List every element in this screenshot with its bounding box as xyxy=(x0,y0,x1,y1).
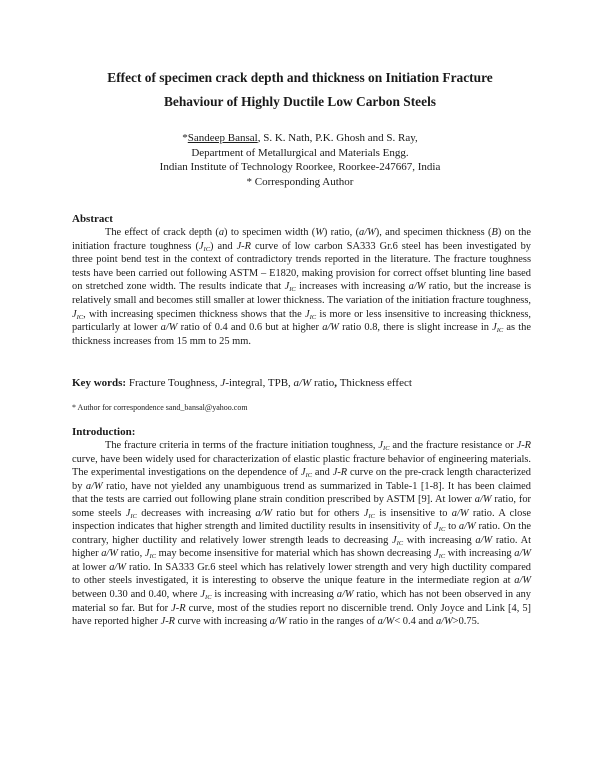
author-department: Department of Metallurgical and Materials Engg. xyxy=(191,146,409,159)
title-line-2: Behaviour of Highly Ductile Low Carbon Steels xyxy=(163,94,437,109)
abstract-heading: Abstract xyxy=(72,213,113,225)
author-block xyxy=(60,131,540,189)
author-institute: Indian Institute of Technology Roorkee, Roorkee-247667, India xyxy=(159,161,441,173)
author-names xyxy=(60,131,540,146)
introduction-heading: Introduction: xyxy=(72,426,136,438)
corresponding-star: * xyxy=(182,132,188,144)
corresponding-author-note: * Corresponding Author xyxy=(246,175,354,188)
paper-title xyxy=(60,66,540,114)
corresponding-author-name: Sandeep Bansal xyxy=(187,132,258,144)
title-line-1: Effect of specimen crack depth and thickness on Initiation Fracture xyxy=(107,70,493,85)
abstract-text: The effect of crack depth (a) to specimen width (W) ratio, (a/W), and specimen thickness (B) on the initiation fracture toughness $(J_{IC})$ and J-R curve of low carbon SA333 Gr.6 steel has been investigated by three point bend test in the context of contradictory trends reported in the literature. The fracture toughness tests have been carried out following ASTM – E1820, making provision for correct offset blunting line based on stretched zone width. The results indicate that $J_{IC}$ increases with increasing a/W ratio, but the increase is relatively small and becomes still smaller at lower thickness. The variation of the initiation fracture toughness, $J_{IC}$, with increasing specimen thickness shows that the $J_{IC}$ is more or less insensitive to increasing thickness, particularly at lower a/W ratio of 0.4 and 0.6 but at higher a/W ratio 0.8, there is slight increase in $J_{IC}$ as the thickness increases from 15 mm to 25 mm. xyxy=(72,227,532,347)
introduction-text: The fracture criteria in terms of the fracture initiation toughness, $J_{IC}$ and the fracture resistance or J-R curve, have been widely used for characterization of elastic plastic fracture behavior of engineering materials. The experimental investigations on the dependence of $J_{IC}$ and J-R curve on the pre-crack length characterized by a/W ratio, have not yielded any unambiguous trend as summarized in Table-1 [1-8]. It has been claimed that the tests are carried out following plane strain condition prescribed by ASTM [9]. At lower a/W ratio, for some steels $J_{IC}$ decreases with increasing a/W ratio but for others $J_{IC}$ is insensitive to a/W ratio. A close inspection indicates that higher strength and limited ductility results in insensitivity of $J_{IC}$ to a/W ratio. On the contrary, higher ductility and relatively lower strength leads to decreasing $J_{IC}$ with increasing a/W ratio. At higher a/W ratio, $J_{IC}$ may become insensitive for material which has shown decreasing $J_{IC}$ with increasing a/W at lower a/W ratio. In SA333 Gr.6 steel which has relatively lower strength and very high ductility compared to other steels investigated, it is interesting to observe the unique feature in the intermediate region at a/W between 0.30 and 0.40, where $J_{IC}$ is increasing with increasing a/W ratio, which has not been observed in any material so far. But for J-R curve, most of the studies report no discernible trend. Only Joyce and Link [4, 5] have reported higher J-R curve with increasing a/W ratio in the ranges of a/W< 0.4 and a/W>0.75. xyxy=(72,440,532,628)
coauthor-names: , S. K. Nath, P.K. Ghosh and S. Ray, xyxy=(257,132,418,144)
keywords-label: Key words: xyxy=(72,377,127,389)
keywords-line: Key words: Fracture Toughness, J-integral, TPB, a/W ratio, Thickness effect xyxy=(72,377,412,389)
correspondence-footnote: * Author for correspondence sand_bansal@yahoo.com xyxy=(72,403,248,412)
